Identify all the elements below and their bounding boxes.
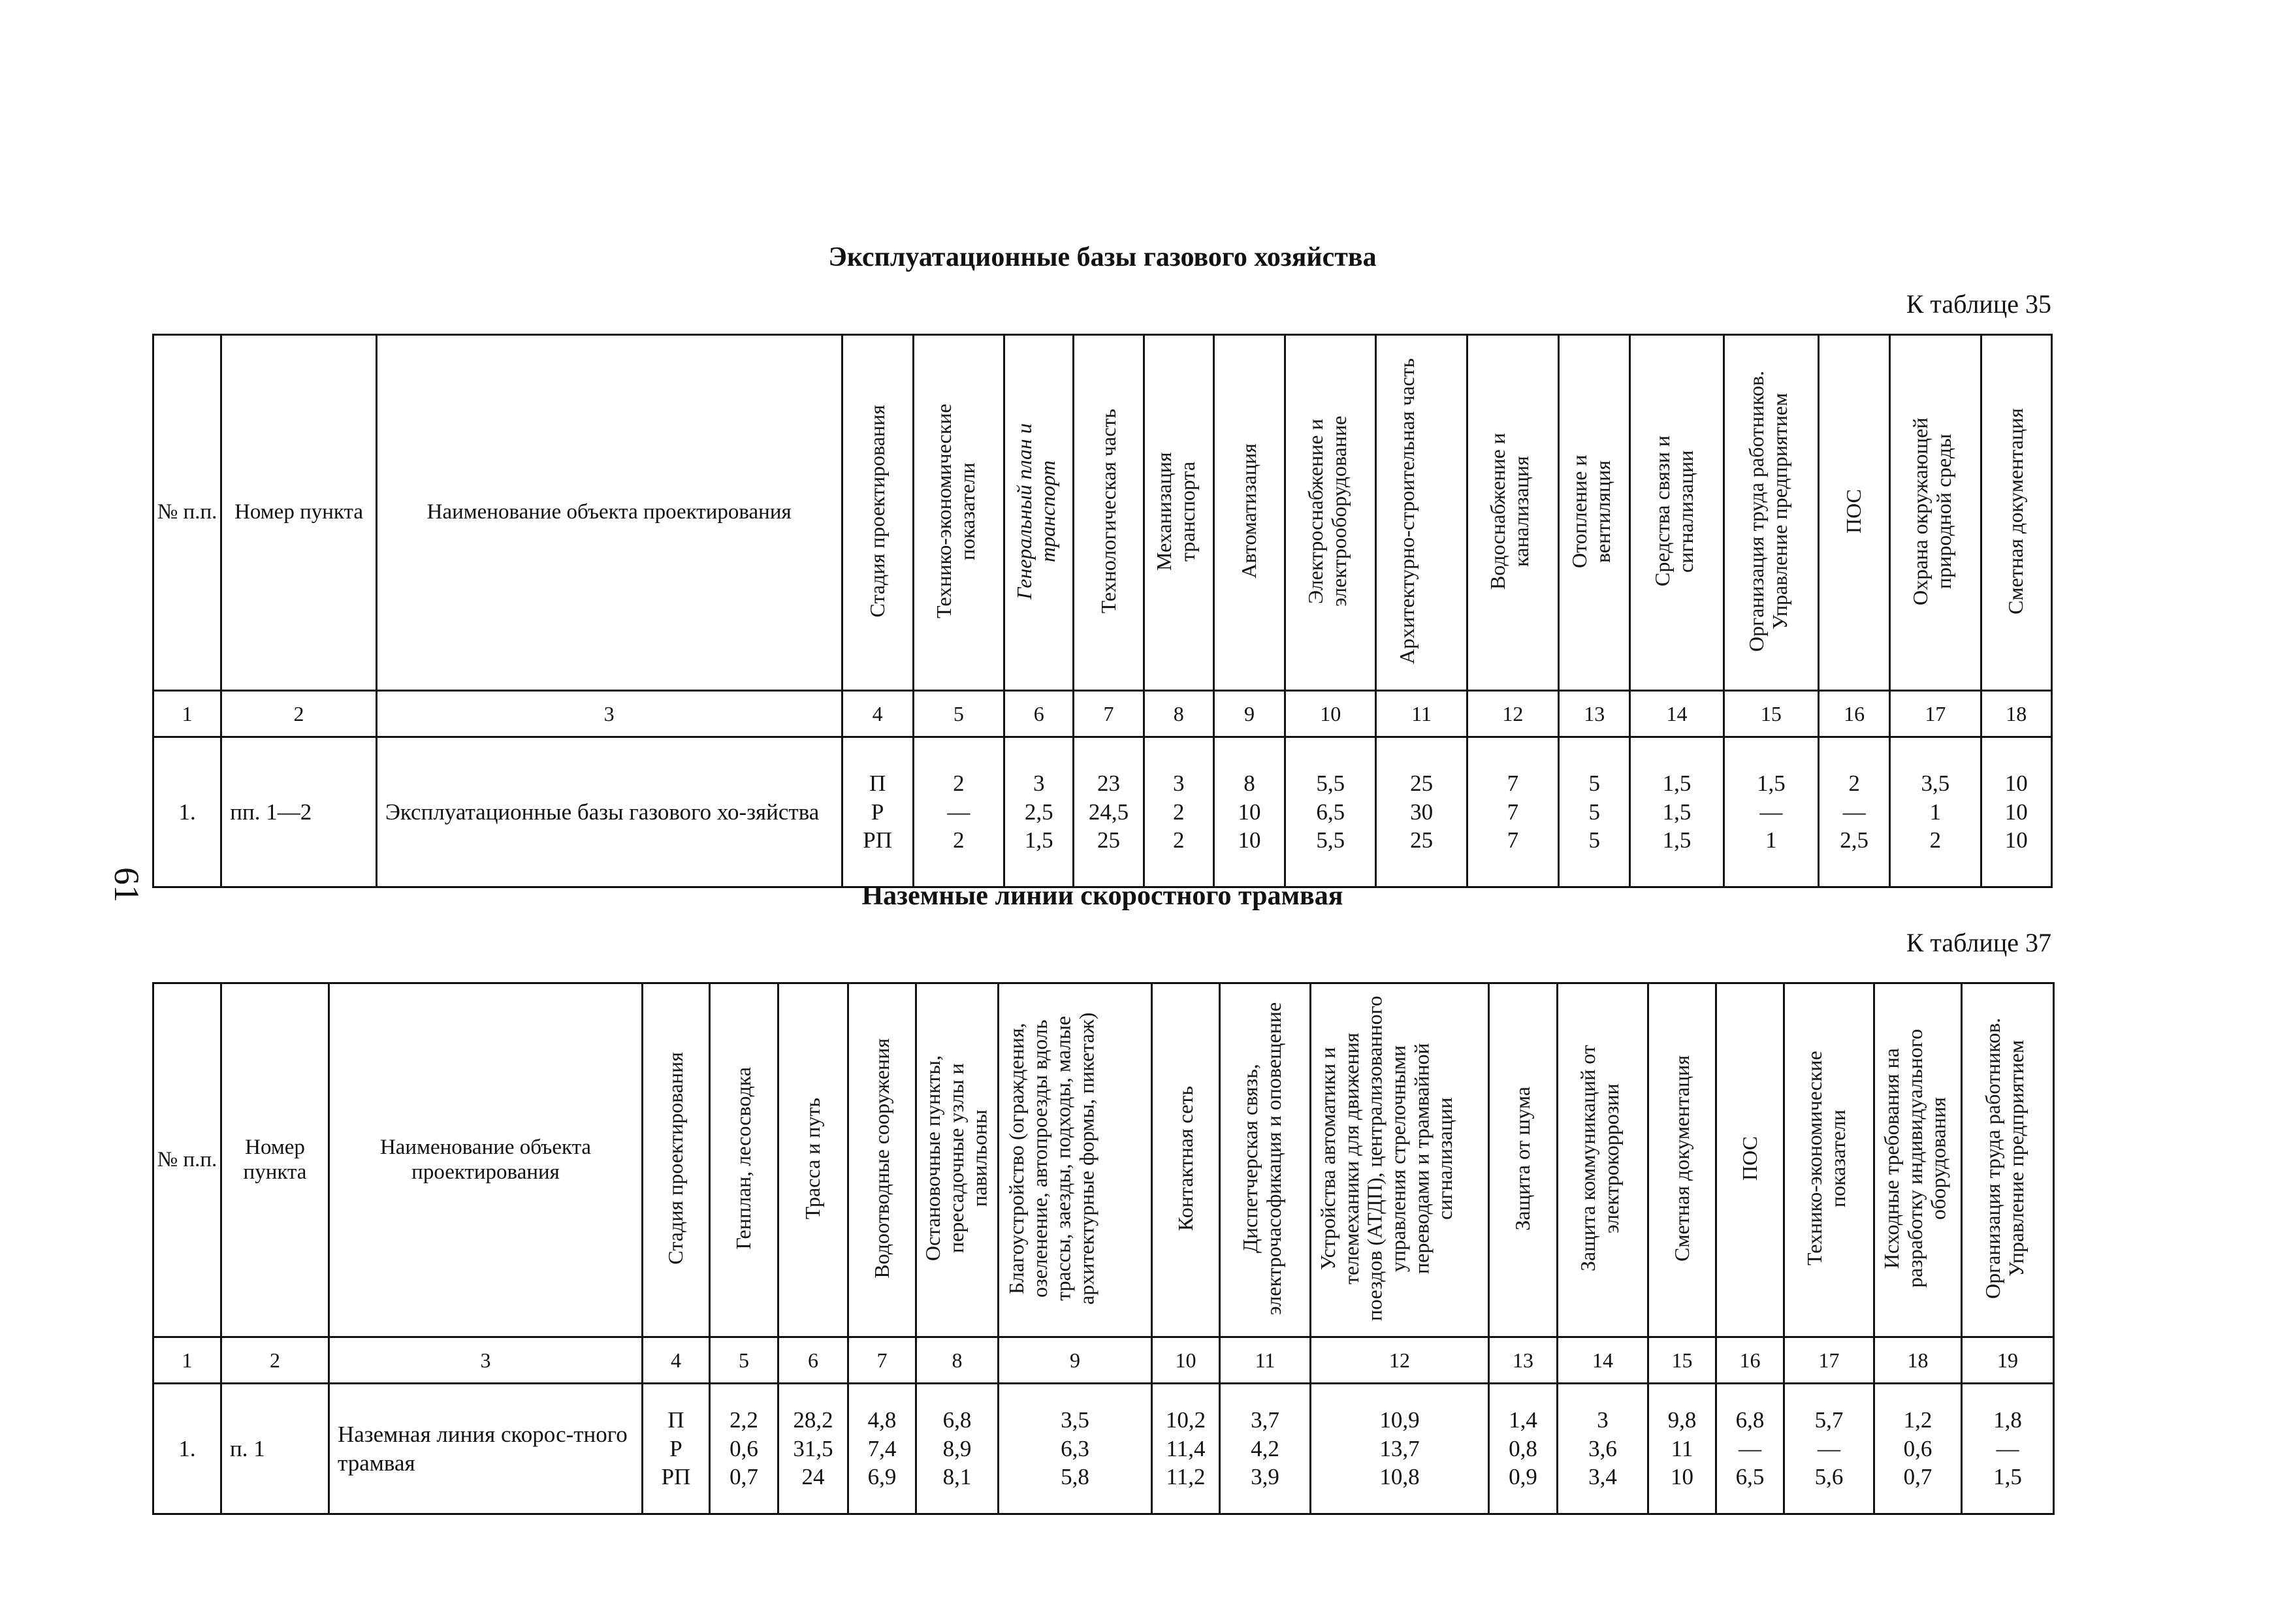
header-col-7-label: Технологическая часть: [1096, 408, 1120, 614]
header-col-1: № п.п.: [153, 335, 221, 691]
cell-value: 25: [1410, 827, 1434, 853]
cell-value: 4,8: [867, 1407, 897, 1433]
value-cell: [999, 1384, 1152, 1514]
value-cell: [1890, 737, 1981, 887]
value-cell: [913, 737, 1004, 887]
cell-value: 0,7: [1903, 1464, 1932, 1490]
col-number: 7: [1074, 691, 1144, 737]
header-col-6-label: Генеральный план и транспорт: [1012, 422, 1059, 599]
cell-value: 6,8: [942, 1407, 972, 1433]
header-col-12: [1467, 335, 1558, 691]
header-col-16-label: ПОС: [1737, 1136, 1761, 1181]
header-col-12-label: Устройства автоматики и телемеханики для движения поездов (АТДП), централизованного управления стрелочными переводами и трамвайной сигнализации: [1315, 996, 1456, 1321]
header-col-17: [1890, 335, 1981, 691]
col-number: 19: [1962, 1337, 2054, 1384]
cell-value: 1,5: [1662, 799, 1692, 825]
value-cell: [1152, 1384, 1220, 1514]
header-col-14-label: Защита коммуникаций от электрокоррозии: [1576, 1045, 1623, 1272]
cell-value: 1,2: [1903, 1407, 1932, 1433]
stage-value: П: [869, 770, 886, 796]
row-object-name: Эксплуатационные базы газового хо-зяйства: [376, 737, 842, 887]
cell-value: 5,5: [1316, 770, 1345, 796]
col-number: 4: [643, 1337, 710, 1384]
cell-value: 5,6: [1814, 1464, 1844, 1490]
table-2-number-row: [153, 1337, 2054, 1384]
header-col-14-label: Средства связи и сигнализации: [1650, 436, 1697, 586]
cell-value: 7: [1507, 799, 1519, 825]
col-number: 8: [1144, 691, 1213, 737]
header-col-4: [643, 983, 710, 1337]
cell-value: 6,3: [1061, 1435, 1089, 1461]
col-number: 5: [710, 1337, 778, 1384]
cell-value: 3,9: [1251, 1464, 1279, 1490]
header-col-19: [1962, 983, 2054, 1337]
cell-value: 10: [1238, 799, 1261, 825]
header-col-14: [1630, 335, 1724, 691]
header-col-10: [1285, 335, 1376, 691]
header-col-9: [1213, 335, 1285, 691]
cell-value: 10: [2004, 770, 2028, 796]
cell-value: 6,9: [867, 1464, 897, 1490]
cell-value: 5,5: [1316, 827, 1345, 853]
header-col-11: [1220, 983, 1311, 1337]
header-col-4-label: Стадия проектирования: [865, 404, 889, 618]
col-number: 13: [1559, 691, 1630, 737]
cell-value: 0,6: [730, 1435, 758, 1461]
cell-value: 11,4: [1166, 1435, 1206, 1461]
header-col-15: [1648, 983, 1716, 1337]
col-number: 10: [1285, 691, 1376, 737]
cell-value: 24: [801, 1464, 825, 1490]
header-col-19-label: Организация труда работников. Управление предприятием: [1981, 1017, 2028, 1299]
table-1: [152, 334, 2053, 888]
cell-value: 11: [1671, 1435, 1693, 1461]
cell-value: 10,8: [1379, 1464, 1420, 1490]
header-col-10-label: Электроснабжение и электрооборудование: [1304, 415, 1351, 607]
value-cell: [1376, 737, 1467, 887]
col-number: 6: [778, 1337, 848, 1384]
cell-value: 1,4: [1509, 1407, 1537, 1433]
col-number: 17: [1890, 691, 1981, 737]
value-cell: [1144, 737, 1213, 887]
cell-value: 8: [1243, 770, 1255, 796]
col-number: 13: [1489, 1337, 1558, 1384]
cell-value: 11,2: [1166, 1464, 1206, 1490]
section-1-title: Эксплуатационные базы газового хозяйства: [828, 242, 1377, 272]
cell-value: 10,2: [1165, 1407, 1206, 1433]
header-col-7-label: Водоотводные сооружения: [869, 1038, 893, 1279]
col-number: 14: [1558, 1337, 1648, 1384]
cell-value: 5,8: [1061, 1464, 1089, 1490]
cell-value: 2: [1172, 799, 1185, 825]
header-col-5: [710, 983, 778, 1337]
header-col-16: [1716, 983, 1784, 1337]
value-cell: [1724, 737, 1818, 887]
col-number: 6: [1004, 691, 1074, 737]
stage-value: РП: [863, 827, 893, 853]
header-col-6-label: Трасса и путь: [801, 1097, 825, 1220]
section-2-ref: К таблице 37: [1906, 928, 2051, 957]
row-item: пп. 1—2: [221, 737, 377, 887]
col-number: 3: [376, 691, 842, 737]
header-col-6: [1004, 335, 1074, 691]
header-col-11-label: Архитектурно-строительная часть: [1394, 358, 1419, 664]
value-cell: [1648, 1384, 1716, 1514]
header-col-17-label: Технико-экономические показатели: [1802, 1051, 1850, 1266]
cell-value: 10: [1238, 827, 1261, 853]
stage-value: Р: [871, 799, 884, 825]
row-stages: [643, 1384, 710, 1514]
cell-value: 2: [953, 770, 965, 796]
row-item: п. 1: [221, 1384, 329, 1514]
header-col-16: [1819, 335, 1890, 691]
value-cell: [1285, 737, 1376, 887]
cell-value: 3: [1597, 1407, 1609, 1433]
col-number: 9: [999, 1337, 1152, 1384]
table-1-number-row: [153, 691, 2052, 737]
cell-value: 1,5: [1993, 1464, 2022, 1490]
header-col-2: Номер пункта: [221, 335, 377, 691]
header-col-5: [913, 335, 1004, 691]
cell-value: 3,4: [1588, 1464, 1617, 1490]
value-cell: [1311, 1384, 1489, 1514]
cell-value: —: [1842, 799, 1866, 825]
header-col-4: [842, 335, 913, 691]
value-cell: [1558, 1384, 1648, 1514]
col-number: 1: [153, 1337, 221, 1384]
row-object-name: Наземная линия скорос-тного трамвая: [329, 1384, 643, 1514]
value-cell: [1784, 1384, 1874, 1514]
cell-value: 1,5: [1662, 770, 1692, 796]
header-col-16-label: ПОС: [1842, 488, 1866, 533]
cell-value: 5,7: [1814, 1407, 1844, 1433]
cell-value: 10: [2004, 827, 2028, 853]
cell-value: 5: [1588, 770, 1600, 796]
header-col-9: [999, 983, 1152, 1337]
col-number: 9: [1213, 691, 1285, 737]
cell-value: 3,5: [1921, 770, 1950, 796]
header-col-3: Наименование объекта проектирования: [376, 335, 842, 691]
cell-value: 23: [1097, 770, 1120, 796]
header-col-14: [1558, 983, 1648, 1337]
header-col-7: [1074, 335, 1144, 691]
cell-value: 5: [1588, 827, 1600, 853]
cell-value: 3: [1172, 770, 1185, 796]
value-cell: [1819, 737, 1890, 887]
value-cell: [1467, 737, 1558, 887]
cell-value: 6,5: [1735, 1464, 1765, 1490]
value-cell: [848, 1384, 916, 1514]
cell-value: 2: [1848, 770, 1860, 796]
col-number: 10: [1152, 1337, 1220, 1384]
cell-value: 3,5: [1061, 1407, 1089, 1433]
cell-value: 6,5: [1316, 799, 1345, 825]
cell-value: 0,9: [1509, 1464, 1537, 1490]
value-cell: [1716, 1384, 1784, 1514]
cell-value: 8,9: [942, 1435, 972, 1461]
cell-value: 13,7: [1379, 1435, 1420, 1461]
cell-value: 1,5: [1024, 827, 1053, 853]
value-cell: [1074, 737, 1144, 887]
header-col-18: [1981, 335, 2051, 691]
cell-value: 1,8: [1993, 1407, 2022, 1433]
col-number: 2: [221, 1337, 329, 1384]
cell-value: 0,8: [1509, 1435, 1537, 1461]
cell-value: 3,7: [1251, 1407, 1279, 1433]
col-number: 1: [153, 691, 221, 737]
header-col-17: [1784, 983, 1874, 1337]
header-col-11-label: Диспетчерская связь, электрочасофикация и оповещение: [1238, 1002, 1285, 1315]
cell-value: 6,8: [1735, 1407, 1765, 1433]
header-col-12: [1311, 983, 1489, 1337]
cell-value: 7: [1507, 827, 1519, 853]
header-col-8-label: Механизация транспорта: [1151, 451, 1199, 571]
header-col-11: [1376, 335, 1467, 691]
header-col-9-label: Автоматизация: [1237, 443, 1261, 579]
cell-value: 1,5: [1756, 770, 1786, 796]
header-col-15-label: Организация труда работников. Управление предприятием: [1744, 370, 1791, 652]
cell-value: 1,5: [1662, 827, 1692, 853]
header-col-13-label: Отопление и вентиляция: [1567, 454, 1615, 568]
value-cell: [1004, 737, 1074, 887]
value-cell: [916, 1384, 999, 1514]
cell-value: 5: [1588, 799, 1600, 825]
col-number: 7: [848, 1337, 916, 1384]
section-2-title: Наземные линии скоростного трамвая: [861, 881, 1343, 911]
header-col-4-label: Стадия проектирования: [664, 1052, 688, 1265]
header-col-17-label: Охрана окружающей природной среды: [1908, 417, 1956, 605]
col-number: 11: [1376, 691, 1467, 737]
value-cell: [1874, 1384, 1962, 1514]
col-number: 18: [1874, 1337, 1962, 1384]
header-col-15-label: Сметная документация: [1669, 1055, 1693, 1262]
header-col-10-label: Контактная сеть: [1173, 1086, 1197, 1231]
header-col-7: [848, 983, 916, 1337]
table-row: [153, 737, 2052, 887]
stage-value: П: [667, 1407, 684, 1433]
cell-value: 0,6: [1903, 1435, 1932, 1461]
col-number: 15: [1724, 691, 1818, 737]
cell-value: 0,7: [730, 1464, 758, 1490]
value-cell: [1213, 737, 1285, 887]
value-cell: [778, 1384, 848, 1514]
stage-value: Р: [669, 1435, 682, 1461]
cell-value: 7: [1507, 770, 1519, 796]
value-cell: [1220, 1384, 1311, 1514]
header-col-8-label: Остановочные пункты, пересадочные узлы и павильоны: [920, 1055, 991, 1262]
col-number: 11: [1220, 1337, 1311, 1384]
value-cell: [1559, 737, 1630, 887]
cell-value: 25: [1410, 770, 1434, 796]
col-number: 5: [913, 691, 1004, 737]
header-col-12-label: Водоснабжение и канализация: [1486, 432, 1533, 590]
cell-value: 2: [1929, 827, 1942, 853]
cell-value: 9,8: [1667, 1407, 1697, 1433]
cell-value: 30: [1410, 799, 1434, 825]
value-cell: [1962, 1384, 2054, 1514]
cell-value: 31,5: [793, 1435, 833, 1461]
header-col-3: Наименование объекта проектирования: [329, 983, 643, 1337]
table-2-header-row: [153, 983, 2054, 1337]
cell-value: 4,2: [1251, 1435, 1279, 1461]
header-col-5-label: Генплан, лесосводка: [731, 1067, 756, 1250]
cell-value: 2,5: [1024, 799, 1053, 825]
cell-value: 2: [1172, 827, 1185, 853]
value-cell: [1630, 737, 1724, 887]
value-cell: [1981, 737, 2051, 887]
table-2: [152, 982, 2055, 1515]
cell-value: 1: [1765, 827, 1777, 853]
header-col-10: [1152, 983, 1220, 1337]
cell-value: 10,9: [1379, 1407, 1420, 1433]
cell-value: 8,1: [942, 1464, 972, 1490]
col-number: 14: [1630, 691, 1724, 737]
col-number: 3: [329, 1337, 643, 1384]
value-cell: [1489, 1384, 1558, 1514]
header-col-18-label: Исходные требования на разработку индивидуального оборудования: [1880, 1028, 1950, 1288]
col-number: 16: [1819, 691, 1890, 737]
cell-value: 7,4: [867, 1435, 897, 1461]
row-stages: [842, 737, 913, 887]
cell-value: —: [947, 799, 970, 825]
table-row: [153, 1384, 2054, 1514]
col-number: 12: [1311, 1337, 1489, 1384]
header-col-9-label: Благоустройство (ограждения, озеленение, автопроезды вдоль трассы, заезды, подходы, малые архитектурные формы, пикетаж): [1004, 1012, 1098, 1305]
header-col-5-label: Технико-экономические показатели: [931, 404, 979, 618]
stage-value: РП: [661, 1464, 691, 1490]
cell-value: 1: [1929, 799, 1942, 825]
col-number: 2: [221, 691, 377, 737]
cell-value: 28,2: [793, 1407, 833, 1433]
header-col-6: [778, 983, 848, 1337]
col-number: 17: [1784, 1337, 1874, 1384]
cell-value: 25: [1097, 827, 1120, 853]
cell-value: 24,5: [1088, 799, 1129, 825]
cell-value: 2,2: [730, 1407, 758, 1433]
cell-value: 2: [953, 827, 965, 853]
col-number: 18: [1981, 691, 2051, 737]
cell-value: 10: [1671, 1464, 1693, 1490]
header-col-8: [1144, 335, 1213, 691]
header-col-8: [916, 983, 999, 1337]
cell-value: —: [1818, 1435, 1840, 1461]
section-1-ref: К таблице 35: [1906, 289, 2051, 319]
value-cell: [710, 1384, 778, 1514]
row-number: 1.: [153, 737, 221, 887]
cell-value: —: [1739, 1435, 1761, 1461]
cell-value: 2,5: [1840, 827, 1869, 853]
header-col-2: Номер пункта: [221, 983, 329, 1337]
header-col-13-label: Защита от шума: [1511, 1086, 1535, 1231]
cell-value: 10: [2004, 799, 2028, 825]
header-col-1: № п.п.: [153, 983, 221, 1337]
col-number: 12: [1467, 691, 1558, 737]
header-col-13: [1559, 335, 1630, 691]
col-number: 15: [1648, 1337, 1716, 1384]
cell-value: —: [1996, 1435, 2019, 1461]
cell-value: 3: [1033, 770, 1045, 796]
row-number: 1.: [153, 1384, 221, 1514]
col-number: 8: [916, 1337, 999, 1384]
table-1-header-row: [153, 335, 2052, 691]
cell-value: 3,6: [1588, 1435, 1617, 1461]
header-col-18: [1874, 983, 1962, 1337]
header-col-18-label: Сметная документация: [2004, 407, 2028, 614]
header-col-15: [1724, 335, 1818, 691]
cell-value: —: [1759, 799, 1783, 825]
col-number: 16: [1716, 1337, 1784, 1384]
header-col-13: [1489, 983, 1558, 1337]
col-number: 4: [842, 691, 913, 737]
page-number: 61: [107, 867, 146, 902]
